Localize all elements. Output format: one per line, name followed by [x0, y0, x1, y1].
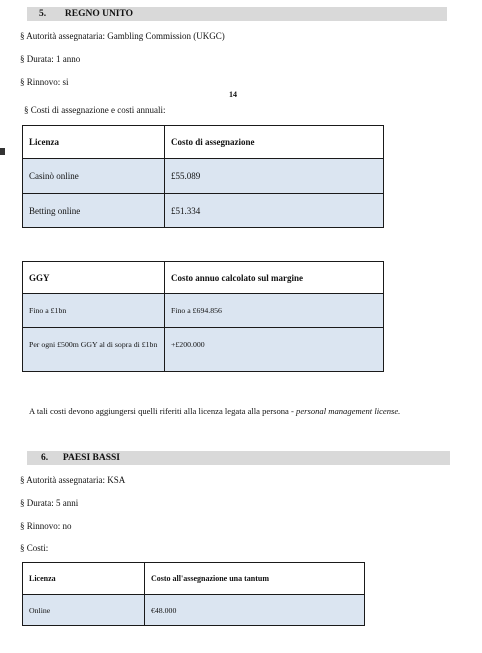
- table-cell: Fino a £1bn: [23, 294, 165, 328]
- column-header: Licenza: [23, 126, 165, 159]
- license-note-italic: personal management license.: [296, 406, 401, 416]
- ggy-cost-table: [22, 261, 384, 372]
- table-row: [23, 595, 365, 626]
- bullet: §: [20, 54, 25, 64]
- section-title: PAESI BASSI: [62, 453, 120, 463]
- table-cell: Per ogni £500m GGY al di sopra di £1bn: [23, 328, 165, 372]
- bullet: §: [20, 543, 25, 553]
- table-cell: Betting online: [23, 194, 165, 228]
- table-cell: Online: [23, 595, 145, 626]
- section-heading-nl: [27, 451, 450, 465]
- column-header: Costo di assegnazione: [165, 126, 384, 159]
- table-row: [23, 159, 384, 194]
- bullet: §: [20, 31, 25, 41]
- license-note: [29, 406, 400, 416]
- renewal-text: Rinnovo: no: [26, 521, 72, 531]
- duration-line: [20, 54, 80, 64]
- costs-line: [20, 543, 48, 553]
- table-cell: €48.000: [145, 595, 365, 626]
- section-number: 5.: [39, 9, 47, 19]
- license-cost-table: [22, 125, 384, 228]
- bullet: §: [20, 77, 25, 87]
- authority-line: [20, 475, 125, 485]
- renewal-line: [20, 521, 72, 531]
- bullet: §: [20, 498, 25, 508]
- renewal-line: [20, 77, 69, 87]
- duration-text: Durata: 1 anno: [26, 54, 81, 64]
- table-cell: £51.334: [165, 194, 384, 228]
- section-number: 6.: [41, 453, 49, 463]
- table-row: [23, 328, 384, 372]
- authority-line: [20, 31, 225, 41]
- renewal-text: Rinnovo: si: [26, 77, 69, 87]
- column-header: Costo all'assegnazione una tantum: [145, 563, 365, 595]
- duration-text: Durata: 5 anni: [26, 498, 79, 508]
- column-header: Licenza: [23, 563, 145, 595]
- authority-text: Autorità assegnataria: KSA: [26, 475, 126, 485]
- bullet: §: [20, 475, 25, 485]
- costs-intro-line: [24, 105, 165, 115]
- costs-text: Costi:: [26, 543, 49, 553]
- margin-marker: [0, 148, 5, 155]
- bullet: §: [20, 521, 25, 531]
- table-cell: Fino a £694.856: [165, 294, 384, 328]
- license-note-text: A tali costi devono aggiungersi quelli riferiti alla licenza legata alla persona -: [29, 406, 297, 416]
- table-cell: Casinò online: [23, 159, 165, 194]
- column-header: GGY: [23, 262, 165, 294]
- table-header-row: [23, 262, 384, 294]
- duration-line: [20, 498, 78, 508]
- section-heading-uk: [27, 7, 447, 21]
- table-row: [23, 194, 384, 228]
- page-number: 14: [229, 90, 237, 99]
- table-header-row: [23, 126, 384, 159]
- authority-text: Autorità assegnataria: Gambling Commission (UKGC): [26, 31, 225, 41]
- section-title: REGNO UNITO: [64, 9, 134, 19]
- table-row: [23, 294, 384, 328]
- column-header: Costo annuo calcolato sul margine: [165, 262, 384, 294]
- costs-intro-text: Costi di assegnazione e costi annuali:: [30, 105, 166, 115]
- bullet: §: [24, 105, 29, 115]
- table-header-row: [23, 563, 365, 595]
- nl-license-cost-table: [22, 562, 365, 626]
- table-cell: £55.089: [165, 159, 384, 194]
- table-cell: +£200.000: [165, 328, 384, 372]
